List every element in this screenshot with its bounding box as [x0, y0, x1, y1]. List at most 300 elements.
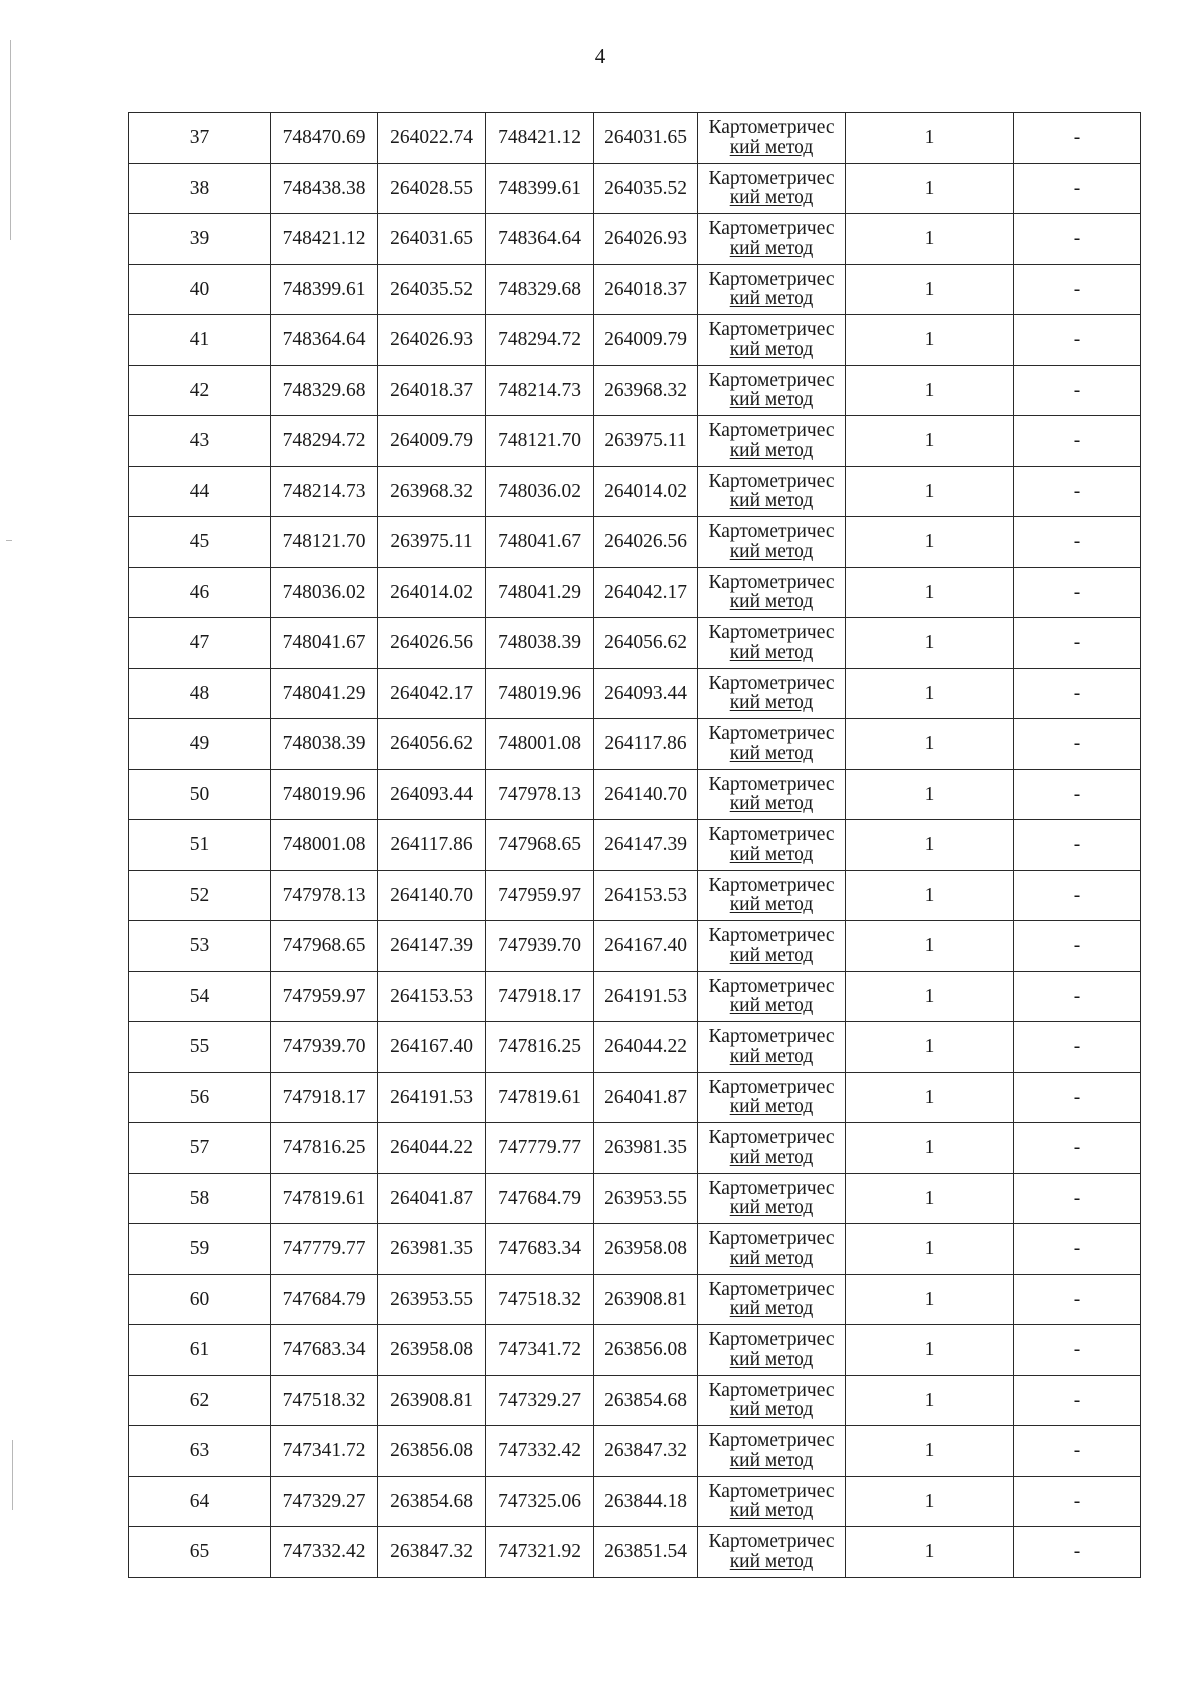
y-start: 263958.08	[378, 1325, 486, 1376]
x-start: 748399.61	[271, 264, 378, 315]
y-start: 263975.11	[378, 517, 486, 568]
table-row	[129, 769, 1141, 820]
point-number: 60	[129, 1274, 271, 1325]
y-end: 264035.52	[594, 163, 698, 214]
y-end: 263968.32	[594, 365, 698, 416]
method-cell	[698, 1224, 846, 1275]
y-end: 263844.18	[594, 1476, 698, 1527]
x-end: 747968.65	[486, 820, 594, 871]
accuracy-value: 1	[846, 365, 1014, 416]
method-text-line1: Картометричес	[708, 521, 835, 543]
scan-artifact	[12, 1440, 13, 1510]
table-row	[129, 668, 1141, 719]
point-number: 55	[129, 1022, 271, 1073]
x-end: 747918.17	[486, 971, 594, 1022]
x-end: 747779.77	[486, 1123, 594, 1174]
y-end: 264031.65	[594, 113, 698, 164]
method-cell	[698, 1325, 846, 1376]
method-text-line1: Картометричес	[708, 218, 835, 240]
point-number: 40	[129, 264, 271, 315]
method-cell	[698, 113, 846, 164]
point-number: 49	[129, 719, 271, 770]
point-number: 45	[129, 517, 271, 568]
point-number: 50	[129, 769, 271, 820]
x-end: 747325.06	[486, 1476, 594, 1527]
method-text-line2: кий метод	[729, 641, 814, 663]
x-end: 747683.34	[486, 1224, 594, 1275]
point-number: 56	[129, 1072, 271, 1123]
point-number: 42	[129, 365, 271, 416]
point-number: 57	[129, 1123, 271, 1174]
point-number: 58	[129, 1173, 271, 1224]
y-start: 264026.56	[378, 618, 486, 669]
y-end: 264018.37	[594, 264, 698, 315]
table-row	[129, 517, 1141, 568]
method-text-line1: Картометричес	[708, 571, 835, 593]
method-cell	[698, 1274, 846, 1325]
accuracy-value: 1	[846, 618, 1014, 669]
x-start: 748041.29	[271, 668, 378, 719]
x-start: 747816.25	[271, 1123, 378, 1174]
note-value: -	[1014, 163, 1141, 214]
x-end: 747684.79	[486, 1173, 594, 1224]
x-start: 747978.13	[271, 870, 378, 921]
method-cell	[698, 1022, 846, 1073]
note-value: -	[1014, 870, 1141, 921]
y-end: 264026.93	[594, 214, 698, 265]
method-text-line1: Картометричес	[708, 420, 835, 442]
table-row	[129, 1325, 1141, 1376]
y-start: 264009.79	[378, 416, 486, 467]
method-text-line2: кий метод	[729, 490, 814, 512]
point-number: 44	[129, 466, 271, 517]
method-text-line1: Картометричес	[708, 1329, 835, 1351]
method-text-line2: кий метод	[729, 1298, 814, 1320]
x-end: 747329.27	[486, 1375, 594, 1426]
y-end: 264044.22	[594, 1022, 698, 1073]
table-row	[129, 1022, 1141, 1073]
method-text-line1: Картометричес	[708, 925, 835, 947]
x-end: 748421.12	[486, 113, 594, 164]
y-start: 263953.55	[378, 1274, 486, 1325]
method-cell	[698, 1426, 846, 1477]
table-row	[129, 870, 1141, 921]
method-text-line1: Картометричес	[708, 1430, 835, 1452]
note-value: -	[1014, 365, 1141, 416]
accuracy-value: 1	[846, 921, 1014, 972]
method-text-line2: кий метод	[729, 1096, 814, 1118]
y-start: 264042.17	[378, 668, 486, 719]
method-text-line1: Картометричес	[708, 1127, 835, 1149]
method-text-line1: Картометричес	[708, 1076, 835, 1098]
x-start: 748001.08	[271, 820, 378, 871]
accuracy-value: 1	[846, 1072, 1014, 1123]
y-start: 264026.93	[378, 315, 486, 366]
note-value: -	[1014, 1173, 1141, 1224]
x-start: 747819.61	[271, 1173, 378, 1224]
table-row	[129, 618, 1141, 669]
accuracy-value: 1	[846, 668, 1014, 719]
point-number: 63	[129, 1426, 271, 1477]
y-end: 264191.53	[594, 971, 698, 1022]
x-start: 748294.72	[271, 416, 378, 467]
method-text-line1: Картометричес	[708, 319, 835, 341]
method-text-line2: кий метод	[729, 1399, 814, 1421]
y-end: 264147.39	[594, 820, 698, 871]
point-number: 41	[129, 315, 271, 366]
accuracy-value: 1	[846, 466, 1014, 517]
table-row	[129, 416, 1141, 467]
note-value: -	[1014, 1527, 1141, 1578]
note-value: -	[1014, 1426, 1141, 1477]
method-cell	[698, 466, 846, 517]
accuracy-value: 1	[846, 315, 1014, 366]
method-text-line1: Картометричес	[708, 268, 835, 290]
x-end: 748364.64	[486, 214, 594, 265]
x-end: 748121.70	[486, 416, 594, 467]
y-end: 264140.70	[594, 769, 698, 820]
y-end: 263958.08	[594, 1224, 698, 1275]
x-start: 747518.32	[271, 1375, 378, 1426]
method-text-line1: Картометричес	[708, 1228, 835, 1250]
accuracy-value: 1	[846, 1123, 1014, 1174]
y-end: 264009.79	[594, 315, 698, 366]
accuracy-value: 1	[846, 1173, 1014, 1224]
method-text-line2: кий метод	[729, 237, 814, 259]
x-start: 748329.68	[271, 365, 378, 416]
note-value: -	[1014, 214, 1141, 265]
table-row	[129, 1224, 1141, 1275]
method-text-line2: кий метод	[729, 894, 814, 916]
y-start: 264093.44	[378, 769, 486, 820]
x-start: 747683.34	[271, 1325, 378, 1376]
y-start: 264056.62	[378, 719, 486, 770]
note-value: -	[1014, 1325, 1141, 1376]
accuracy-value: 1	[846, 163, 1014, 214]
x-end: 747816.25	[486, 1022, 594, 1073]
accuracy-value: 1	[846, 1224, 1014, 1275]
method-cell	[698, 870, 846, 921]
y-start: 264153.53	[378, 971, 486, 1022]
note-value: -	[1014, 416, 1141, 467]
x-start: 748438.38	[271, 163, 378, 214]
table-row	[129, 214, 1141, 265]
x-start: 747959.97	[271, 971, 378, 1022]
accuracy-value: 1	[846, 870, 1014, 921]
scan-artifact	[6, 540, 12, 541]
y-end: 264117.86	[594, 719, 698, 770]
x-end: 748041.29	[486, 567, 594, 618]
method-cell	[698, 264, 846, 315]
method-text-line2: кий метод	[729, 591, 814, 613]
note-value: -	[1014, 1274, 1141, 1325]
method-text-line2: кий метод	[729, 1146, 814, 1168]
point-number: 62	[129, 1375, 271, 1426]
table-row	[129, 1123, 1141, 1174]
x-start: 747332.42	[271, 1527, 378, 1578]
note-value: -	[1014, 113, 1141, 164]
y-start: 264014.02	[378, 567, 486, 618]
method-text-line1: Картометричес	[708, 1531, 835, 1553]
note-value: -	[1014, 315, 1141, 366]
method-cell	[698, 820, 846, 871]
y-end: 264041.87	[594, 1072, 698, 1123]
point-number: 59	[129, 1224, 271, 1275]
table-row	[129, 971, 1141, 1022]
table-row	[129, 567, 1141, 618]
method-text-line1: Картометричес	[708, 672, 835, 694]
point-number: 43	[129, 416, 271, 467]
method-cell	[698, 618, 846, 669]
method-text-line1: Картометричес	[708, 167, 835, 189]
y-start: 264041.87	[378, 1173, 486, 1224]
method-cell	[698, 517, 846, 568]
note-value: -	[1014, 567, 1141, 618]
y-start: 264167.40	[378, 1022, 486, 1073]
x-start: 748421.12	[271, 214, 378, 265]
accuracy-value: 1	[846, 264, 1014, 315]
y-start: 264191.53	[378, 1072, 486, 1123]
method-text-line2: кий метод	[729, 944, 814, 966]
table-row	[129, 163, 1141, 214]
y-end: 264014.02	[594, 466, 698, 517]
accuracy-value: 1	[846, 1325, 1014, 1376]
note-value: -	[1014, 820, 1141, 871]
method-text-line2: кий метод	[729, 187, 814, 209]
note-value: -	[1014, 921, 1141, 972]
x-end: 747321.92	[486, 1527, 594, 1578]
method-text-line1: Картометричес	[708, 975, 835, 997]
y-start: 263854.68	[378, 1476, 486, 1527]
x-end: 747959.97	[486, 870, 594, 921]
x-end: 748214.73	[486, 365, 594, 416]
method-text-line2: кий метод	[729, 1045, 814, 1067]
y-start: 263847.32	[378, 1527, 486, 1578]
method-text-line1: Картометричес	[708, 1278, 835, 1300]
y-start: 263968.32	[378, 466, 486, 517]
y-start: 263981.35	[378, 1224, 486, 1275]
method-text-line1: Картометричес	[708, 1379, 835, 1401]
table-row	[129, 1173, 1141, 1224]
x-start: 747329.27	[271, 1476, 378, 1527]
y-start: 264140.70	[378, 870, 486, 921]
x-start: 748036.02	[271, 567, 378, 618]
y-start: 264044.22	[378, 1123, 486, 1174]
y-start: 264028.55	[378, 163, 486, 214]
point-number: 54	[129, 971, 271, 1022]
method-text-line2: кий метод	[729, 338, 814, 360]
method-text-line1: Картометричес	[708, 824, 835, 846]
note-value: -	[1014, 719, 1141, 770]
accuracy-value: 1	[846, 1022, 1014, 1073]
x-start: 748038.39	[271, 719, 378, 770]
note-value: -	[1014, 618, 1141, 669]
x-start: 747939.70	[271, 1022, 378, 1073]
x-start: 748364.64	[271, 315, 378, 366]
accuracy-value: 1	[846, 416, 1014, 467]
y-end: 263953.55	[594, 1173, 698, 1224]
y-start: 264018.37	[378, 365, 486, 416]
y-end: 264026.56	[594, 517, 698, 568]
x-end: 747978.13	[486, 769, 594, 820]
method-cell	[698, 214, 846, 265]
method-cell	[698, 365, 846, 416]
table-row	[129, 1426, 1141, 1477]
x-end: 747332.42	[486, 1426, 594, 1477]
method-cell	[698, 163, 846, 214]
method-cell	[698, 1072, 846, 1123]
x-start: 747341.72	[271, 1426, 378, 1477]
method-text-line2: кий метод	[729, 136, 814, 158]
method-cell	[698, 567, 846, 618]
x-start: 747918.17	[271, 1072, 378, 1123]
method-cell	[698, 921, 846, 972]
accuracy-value: 1	[846, 1375, 1014, 1426]
method-text-line2: кий метод	[729, 1348, 814, 1370]
table-row	[129, 1527, 1141, 1578]
table-row	[129, 1274, 1141, 1325]
x-end: 748036.02	[486, 466, 594, 517]
point-number: 46	[129, 567, 271, 618]
method-cell	[698, 719, 846, 770]
note-value: -	[1014, 971, 1141, 1022]
x-end: 748038.39	[486, 618, 594, 669]
method-text-line1: Картометричес	[708, 773, 835, 795]
method-text-line2: кий метод	[729, 995, 814, 1017]
y-start: 264035.52	[378, 264, 486, 315]
accuracy-value: 1	[846, 971, 1014, 1022]
note-value: -	[1014, 1022, 1141, 1073]
accuracy-value: 1	[846, 719, 1014, 770]
accuracy-value: 1	[846, 517, 1014, 568]
note-value: -	[1014, 1375, 1141, 1426]
point-number: 38	[129, 163, 271, 214]
method-text-line1: Картометричес	[708, 1177, 835, 1199]
method-text-line2: кий метод	[729, 742, 814, 764]
note-value: -	[1014, 1123, 1141, 1174]
x-start: 748470.69	[271, 113, 378, 164]
y-end: 263975.11	[594, 416, 698, 467]
y-end: 264093.44	[594, 668, 698, 719]
point-number: 37	[129, 113, 271, 164]
y-end: 263908.81	[594, 1274, 698, 1325]
table-row	[129, 466, 1141, 517]
method-text-line1: Картометричес	[708, 369, 835, 391]
point-number: 39	[129, 214, 271, 265]
method-text-line2: кий метод	[729, 1247, 814, 1269]
table-row	[129, 365, 1141, 416]
note-value: -	[1014, 668, 1141, 719]
x-start: 748019.96	[271, 769, 378, 820]
accuracy-value: 1	[846, 113, 1014, 164]
table-row	[129, 719, 1141, 770]
method-cell	[698, 315, 846, 366]
y-end: 264167.40	[594, 921, 698, 972]
x-end: 747939.70	[486, 921, 594, 972]
method-text-line2: кий метод	[729, 288, 814, 310]
table-body	[129, 113, 1141, 1578]
method-cell	[698, 1173, 846, 1224]
method-cell	[698, 1375, 846, 1426]
point-number: 52	[129, 870, 271, 921]
table-row	[129, 1375, 1141, 1426]
method-cell	[698, 769, 846, 820]
y-start: 263856.08	[378, 1426, 486, 1477]
note-value: -	[1014, 1224, 1141, 1275]
accuracy-value: 1	[846, 769, 1014, 820]
point-number: 65	[129, 1527, 271, 1578]
x-start: 747684.79	[271, 1274, 378, 1325]
point-number: 48	[129, 668, 271, 719]
x-start: 748041.67	[271, 618, 378, 669]
method-text-line2: кий метод	[729, 692, 814, 714]
method-cell	[698, 1476, 846, 1527]
method-text-line2: кий метод	[729, 1500, 814, 1522]
x-start: 747968.65	[271, 921, 378, 972]
method-text-line1: Картометричес	[708, 470, 835, 492]
x-end: 748019.96	[486, 668, 594, 719]
method-text-line1: Картометричес	[708, 1480, 835, 1502]
y-start: 264147.39	[378, 921, 486, 972]
note-value: -	[1014, 466, 1141, 517]
method-cell	[698, 668, 846, 719]
method-text-line2: кий метод	[729, 540, 814, 562]
x-end: 748399.61	[486, 163, 594, 214]
accuracy-value: 1	[846, 1426, 1014, 1477]
point-number: 64	[129, 1476, 271, 1527]
accuracy-value: 1	[846, 567, 1014, 618]
x-end: 747819.61	[486, 1072, 594, 1123]
x-end: 748001.08	[486, 719, 594, 770]
x-start: 747779.77	[271, 1224, 378, 1275]
accuracy-value: 1	[846, 214, 1014, 265]
method-text-line2: кий метод	[729, 1197, 814, 1219]
point-number: 51	[129, 820, 271, 871]
note-value: -	[1014, 1476, 1141, 1527]
page-number: 4	[594, 44, 606, 68]
x-end: 748041.67	[486, 517, 594, 568]
table-row	[129, 1072, 1141, 1123]
y-end: 264042.17	[594, 567, 698, 618]
y-end: 263854.68	[594, 1375, 698, 1426]
method-text-line2: кий метод	[729, 793, 814, 815]
note-value: -	[1014, 769, 1141, 820]
method-cell	[698, 1527, 846, 1578]
y-end: 264056.62	[594, 618, 698, 669]
method-text-line1: Картометричес	[708, 622, 835, 644]
x-end: 747518.32	[486, 1274, 594, 1325]
x-start: 748121.70	[271, 517, 378, 568]
table-row	[129, 921, 1141, 972]
y-start: 264022.74	[378, 113, 486, 164]
point-number: 47	[129, 618, 271, 669]
y-start: 263908.81	[378, 1375, 486, 1426]
x-end: 748329.68	[486, 264, 594, 315]
point-number: 53	[129, 921, 271, 972]
method-text-line1: Картометричес	[708, 874, 835, 896]
y-end: 263847.32	[594, 1426, 698, 1477]
accuracy-value: 1	[846, 820, 1014, 871]
method-text-line2: кий метод	[729, 439, 814, 461]
point-number: 61	[129, 1325, 271, 1376]
table-row	[129, 315, 1141, 366]
note-value: -	[1014, 264, 1141, 315]
y-end: 264153.53	[594, 870, 698, 921]
accuracy-value: 1	[846, 1476, 1014, 1527]
method-text-line1: Картометричес	[708, 1026, 835, 1048]
table-row	[129, 1476, 1141, 1527]
y-end: 263981.35	[594, 1123, 698, 1174]
